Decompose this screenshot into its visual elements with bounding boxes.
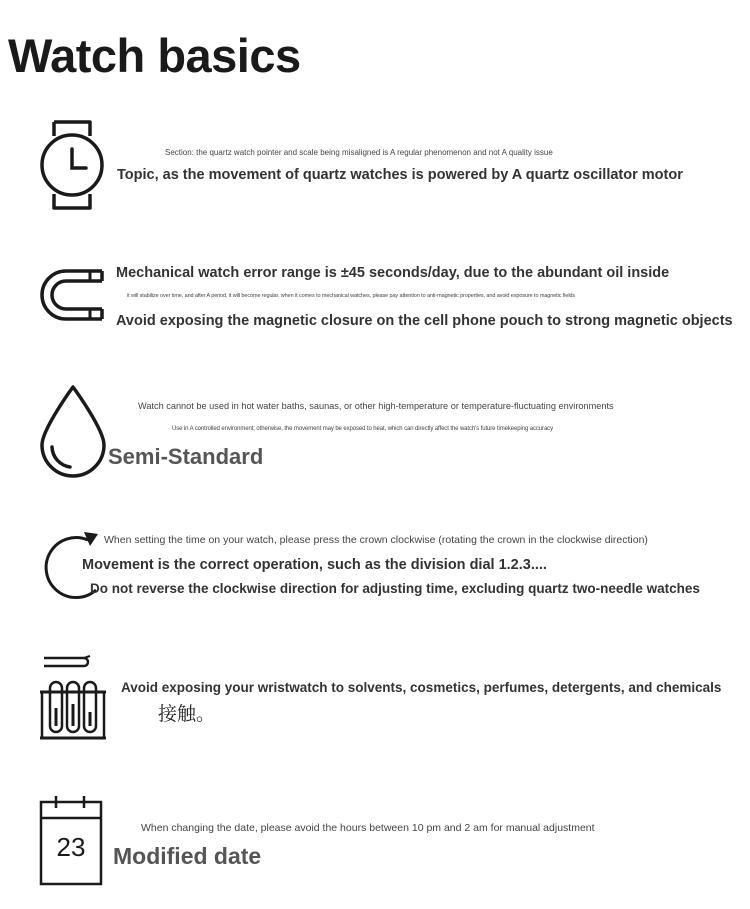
section-6-line-2: Modified date	[113, 843, 262, 869]
calendar-icon	[38, 794, 104, 886]
section-4-line-1: When setting the time on your watch, please press the crown clockwise (rotating the crown in the clockwise direction)	[104, 534, 648, 546]
section-2-line-1: Mechanical watch error range is ±45 seconds/day, due to the abundant oil inside	[116, 265, 670, 281]
water-drop-icon	[38, 383, 108, 479]
section-3-line-2: Use in A controlled environment; otherwise, the movement may be exposed to heat, which can directly affect the watch's future timekeeping accuracy	[172, 426, 553, 432]
section-6-line-1: When changing the date, please avoid the hours between 10 pm and 2 am for manual adjustment	[141, 822, 595, 834]
section-3-line-3: Semi-Standard	[108, 444, 264, 469]
section-4-line-2: Movement is the correct operation, such as the division dial 1.2.3....	[82, 557, 547, 573]
section-1-line-1: Section: the quartz watch pointer and scale being misaligned is A regular phenomenon and not A quality issue	[165, 148, 553, 157]
section-3-line-1: Watch cannot be used in hot water baths, saunas, or other high-temperature or temperature-fluctuating environments	[138, 401, 614, 411]
section-5-line-2: 接触。	[158, 703, 216, 725]
magnet-icon	[40, 267, 106, 323]
test-tubes-icon	[38, 652, 108, 744]
calendar-day: 23	[56, 832, 86, 862]
watch-icon	[38, 118, 106, 212]
section-1-line-2: Topic, as the movement of quartz watches is powered by A quartz oscillator motor	[117, 167, 683, 183]
section-2-line-3: Avoid exposing the magnetic closure on the cell phone pouch to strong magnetic objects	[116, 313, 733, 329]
page-title: Watch basics	[8, 29, 301, 82]
section-2-line-2: it will stabilize over time, and after A period, it will become regular. when it comes to mechanical watches, please pay attention to anti-magnetic properties, and avoid exposure to magnetic fields	[127, 293, 576, 299]
section-5-line-1: Avoid exposing your wristwatch to solvents, cosmetics, perfumes, detergents, and chemicals	[121, 680, 722, 695]
section-4-line-3: Do not reverse the clockwise direction for adjusting time, excluding quartz two-needle watches	[90, 581, 700, 596]
